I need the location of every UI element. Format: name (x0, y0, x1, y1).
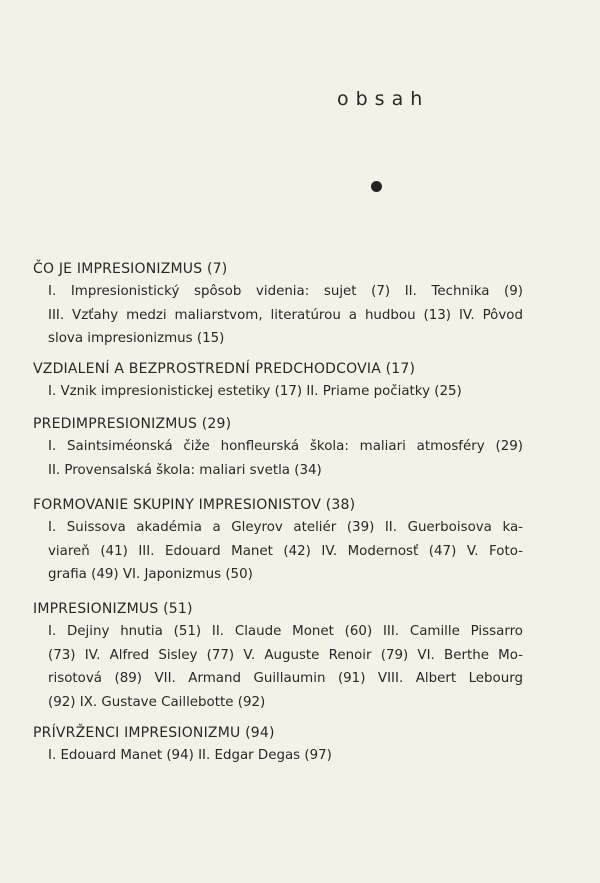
toc-entry-line: viareň (41) III. Edouard Manet (42) IV. Modernosť (47) V. Foto- (48, 543, 523, 559)
toc-section-heading: ČO JE IMPRESIONIZMUS (7) (33, 261, 228, 277)
toc-section (33, 722, 523, 768)
toc-entry-line: II. Provensalská škola: maliari svetla (34) (48, 462, 322, 478)
page-title: obsah (337, 88, 430, 110)
toc-entry-line: I. Dejiny hnutia (51) II. Claude Monet (60) III. Camille Pissarro (48, 624, 523, 639)
toc-section-heading: VZDIALENÍ A BEZPROSTREDNÍ PREDCHODCOVIA (17) (33, 361, 416, 377)
bullet-dot-ornament (371, 181, 382, 192)
toc-section-entries (48, 435, 523, 482)
toc-section-entries (48, 380, 523, 404)
toc-section-heading: PRÍVRŽENCI IMPRESIONIZMU (94) (33, 725, 275, 741)
toc-entry-line: I. Suissova akadémia a Gleyrov ateliér (39) II. Guerboisova ka- (48, 520, 523, 535)
toc-section (33, 494, 523, 587)
toc-entry-line: I. Impresionistický spôsob videnia: sujet (7) II. Technika (9) (48, 284, 523, 299)
toc-section (33, 258, 523, 351)
toc-entry-line: risotová (89) VII. Armand Guillaumin (91) VIII. Albert Lebourg (48, 671, 523, 686)
toc-entry-line: slova impresionizmus (15) (48, 331, 225, 346)
toc-section (33, 358, 523, 404)
toc-section-entries (48, 620, 523, 714)
toc-entry-line: (73) IV. Alfred Sisley (77) V. Auguste Renoir (79) VI. Berthe Mo- (48, 647, 523, 663)
toc-section (33, 413, 523, 482)
toc-section-entries (48, 744, 523, 768)
toc-entry-line: I. Saintsiméonská čiže honfleurská škola: maliari atmosféry (29) (48, 439, 523, 454)
toc-entry-line: I. Edouard Manet (94) II. Edgar Degas (97) (48, 748, 332, 763)
toc-section-heading: IMPRESIONIZMUS (51) (33, 601, 193, 617)
toc-section-entries (48, 280, 523, 351)
toc-section-heading: FORMOVANIE SKUPINY IMPRESIONISTOV (38) (33, 497, 356, 513)
toc-entry-line: III. Vzťahy medzi maliarstvom, literatúrou a hudbou (13) IV. Pôvod (48, 307, 523, 323)
toc-section (33, 598, 523, 714)
toc-entry-line: (92) IX. Gustave Caillebotte (92) (48, 694, 266, 710)
toc-entry-line: I. Vznik impresionistickej estetiky (17) II. Priame počiatky (25) (48, 384, 462, 399)
toc-section-heading: PREDIMPRESIONIZMUS (29) (33, 416, 232, 432)
toc-entry-line: grafia (49) VI. Japonizmus (50) (48, 567, 253, 582)
toc-section-entries (48, 516, 523, 587)
